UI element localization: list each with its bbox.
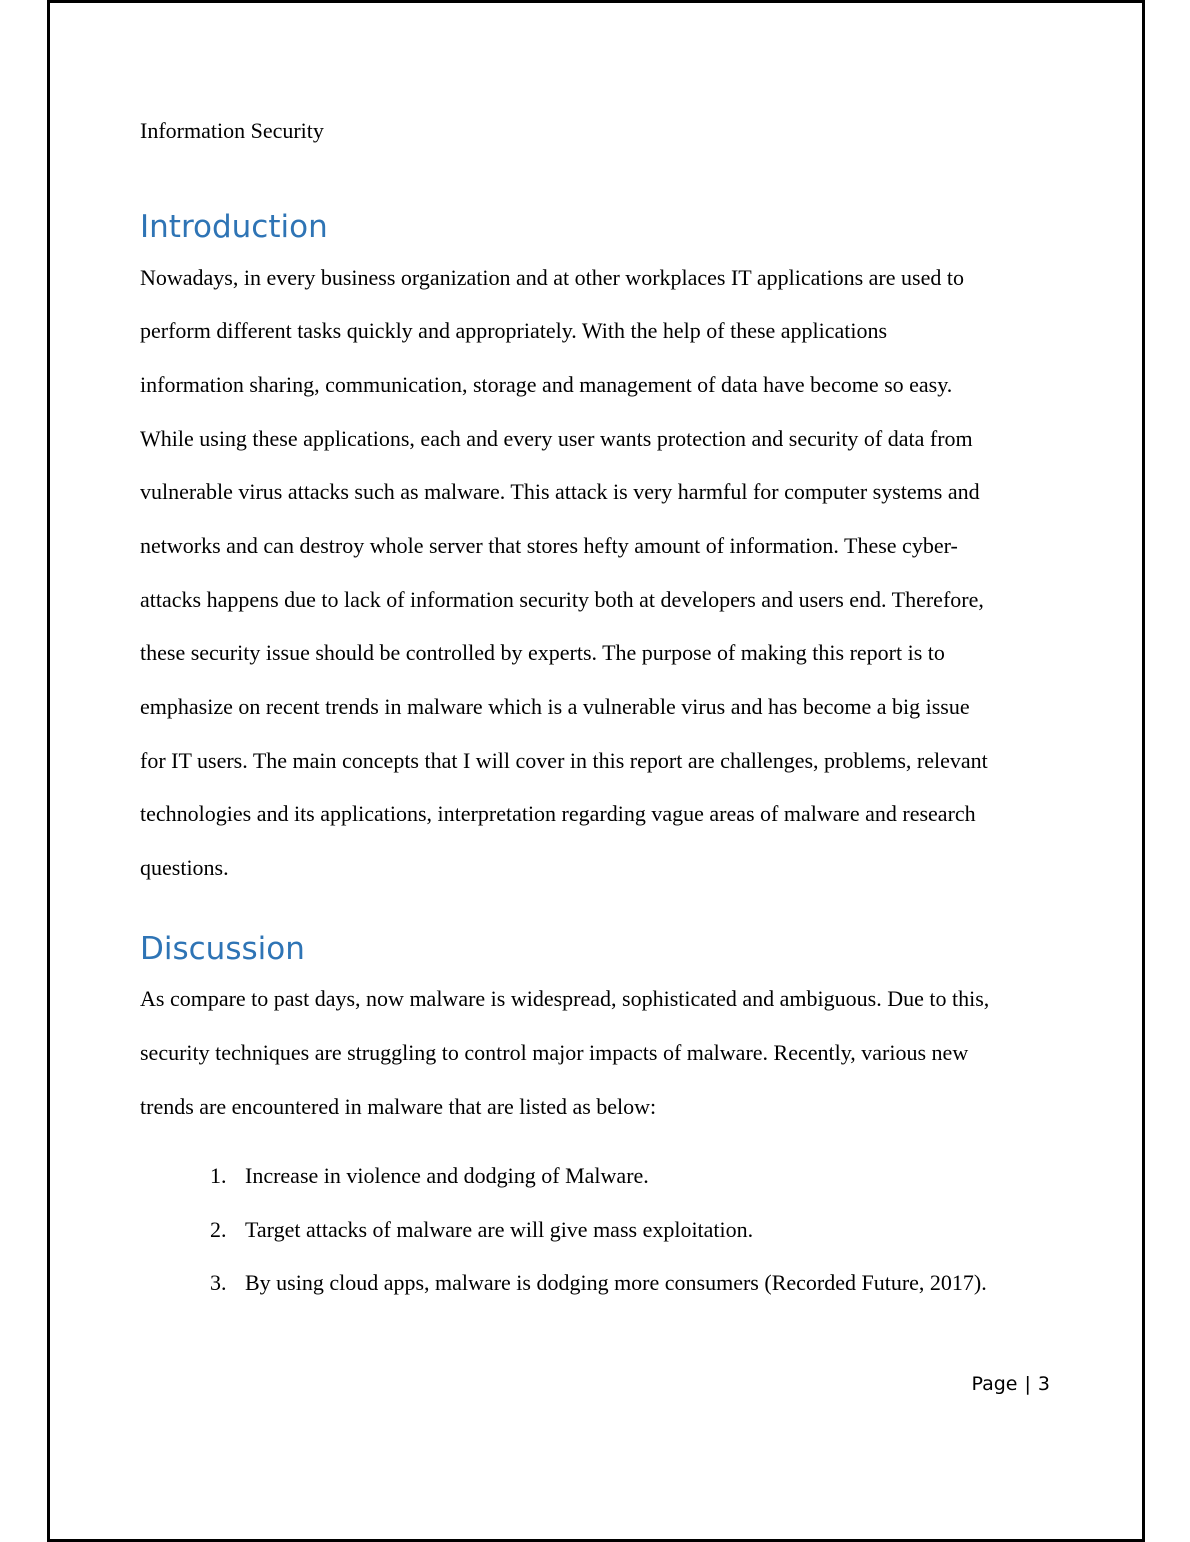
- paragraph-line: information sharing, communication, storage and management of data have become so easy.: [140, 372, 953, 397]
- paragraph-line: for IT users. The main concepts that I will cover in this report are challenges, problems, relevant: [140, 748, 988, 773]
- list-number: 1.: [210, 1163, 227, 1188]
- paragraph-line: While using these applications, each and every user wants protection and security of data from: [140, 426, 973, 451]
- paragraph-line: Nowadays, in every business organization and at other workplaces IT applications are used to: [140, 265, 964, 290]
- page-separator: |: [1024, 1373, 1031, 1395]
- list-text: Increase in violence and dodging of Malware.: [245, 1163, 649, 1188]
- paragraph-line: these security issue should be controlled by experts. The purpose of making this report is to: [140, 640, 945, 665]
- page-label: Page: [971, 1373, 1018, 1395]
- page-footer: [972, 1372, 1051, 1396]
- paragraph-line: questions.: [140, 855, 229, 880]
- list-item: [210, 1216, 753, 1244]
- list-item: [210, 1162, 649, 1190]
- paragraph-line: networks and can destroy whole server that stores hefty amount of information. These cyber-: [140, 533, 958, 558]
- paragraph-line: technologies and its applications, interpretation regarding vague areas of malware and research: [140, 801, 976, 826]
- list-text: Target attacks of malware are will give mass exploitation.: [245, 1217, 754, 1242]
- document-header: Information Security: [140, 118, 324, 143]
- paragraph-line: emphasize on recent trends in malware which is a vulnerable virus and has become a big issue: [140, 694, 970, 719]
- list-number: 3.: [210, 1270, 227, 1295]
- paragraph-line: security techniques are struggling to control major impacts of malware. Recently, various new: [140, 1040, 969, 1065]
- paragraph-line: attacks happens due to lack of information security both at developers and users end. Therefore,: [140, 587, 984, 612]
- paragraph-line: perform different tasks quickly and appropriately. With the help of these applications: [140, 318, 888, 343]
- discussion-heading: Discussion: [140, 931, 305, 967]
- paragraph-line: vulnerable virus attacks such as malware. This attack is very harmful for computer systems and: [140, 479, 980, 504]
- paragraph-line: As compare to past days, now malware is widespread, sophisticated and ambiguous. Due to this,: [140, 986, 990, 1011]
- introduction-heading: Introduction: [140, 209, 328, 245]
- paragraph-line: trends are encountered in malware that are listed as below:: [140, 1094, 657, 1119]
- page-number: 3: [1037, 1373, 1050, 1395]
- list-text: By using cloud apps, malware is dodging more consumers (Recorded Future, 2017).: [245, 1270, 987, 1295]
- list-number: 2.: [210, 1217, 227, 1242]
- list-item: [210, 1269, 987, 1297]
